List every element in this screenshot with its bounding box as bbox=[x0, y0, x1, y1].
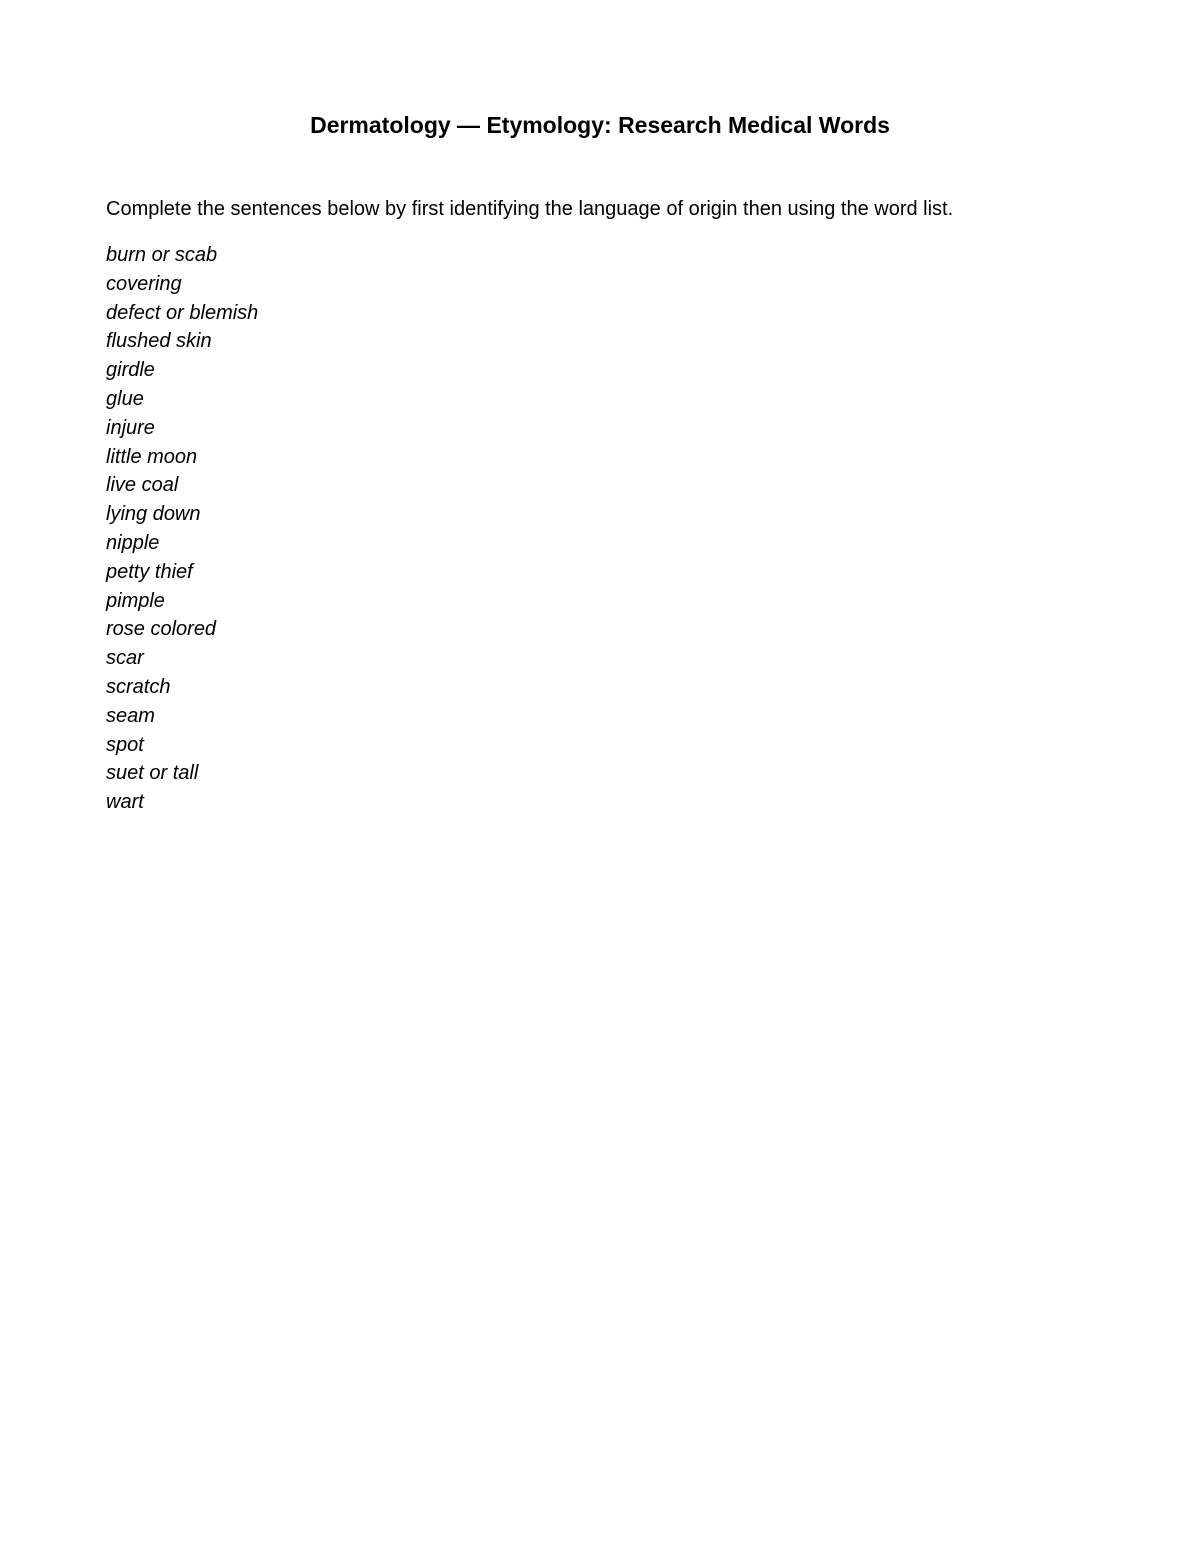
word-list-item: spot bbox=[106, 733, 144, 756]
word-list-item: scar bbox=[106, 647, 144, 670]
word-list-item: scratch bbox=[106, 675, 171, 698]
word-list-item: burn or scab bbox=[106, 244, 218, 266]
word-list-item: girdle bbox=[106, 359, 155, 382]
word-list-item: little moon bbox=[106, 445, 198, 468]
word-list-item: live coal bbox=[106, 474, 179, 497]
word-list-item: covering bbox=[106, 272, 182, 295]
word-list-item: nipple bbox=[106, 531, 160, 554]
word-list-item: rose colored bbox=[106, 618, 217, 641]
word-list-item: suet or tall bbox=[106, 762, 199, 785]
word-list-item: wart bbox=[106, 791, 144, 814]
word-list-item: petty thief bbox=[106, 560, 193, 583]
word-list-item: glue bbox=[106, 387, 144, 410]
word-list-item: flushed skin bbox=[106, 330, 212, 353]
document-title: Dermatology — Etymology: Research Medical Words bbox=[310, 112, 890, 138]
word-list-item: injure bbox=[106, 416, 155, 439]
word-list-item: defect or blemish bbox=[106, 301, 259, 324]
instructions-text: Complete the sentences below by first identifying the language of origin then using the word list. bbox=[106, 198, 954, 220]
word-list bbox=[106, 241, 258, 817]
word-list-item: lying down bbox=[106, 503, 201, 526]
word-list-item: seam bbox=[106, 704, 155, 727]
word-list-item: pimple bbox=[106, 589, 165, 612]
